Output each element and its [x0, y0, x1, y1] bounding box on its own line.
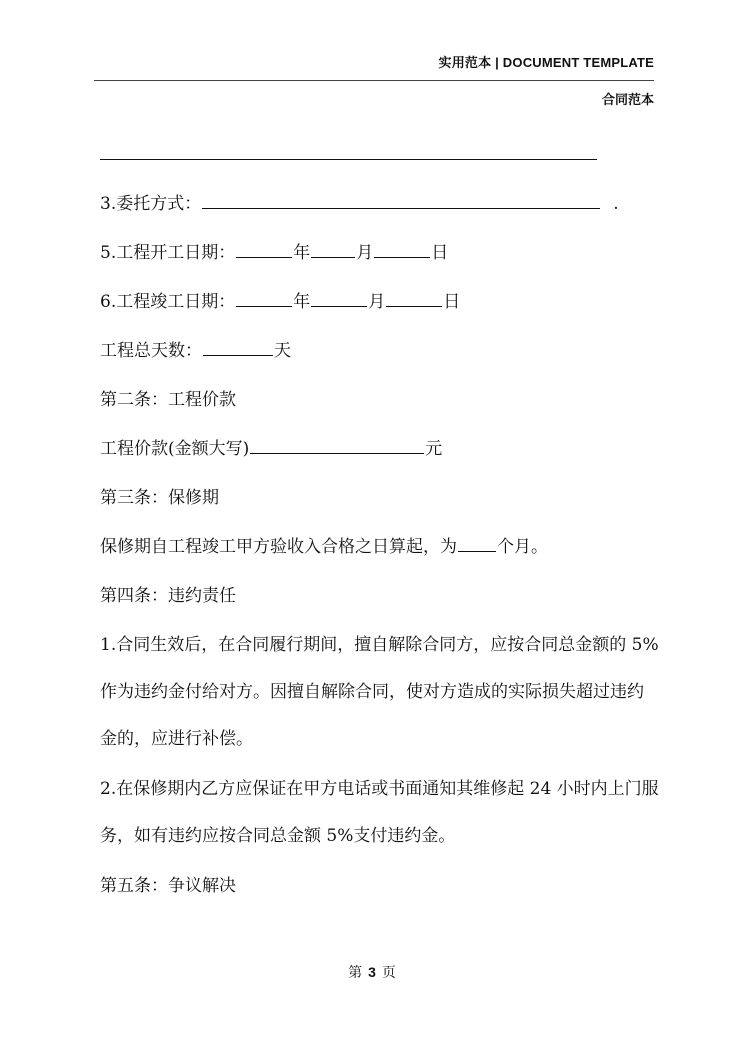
total-days-line	[100, 338, 660, 364]
total-days-unit: 天	[274, 341, 291, 361]
blank-line-continuation	[100, 142, 660, 168]
header-divider	[94, 80, 654, 81]
warranty-months-blank	[458, 535, 496, 552]
article-2-heading: 第二条：工程价款	[100, 390, 236, 410]
document-body	[100, 142, 660, 922]
day-label: 日	[443, 292, 461, 312]
item-3-commission-method	[100, 191, 660, 217]
end-month-blank	[311, 290, 367, 307]
blank-underline	[100, 143, 597, 160]
price-unit: 元	[425, 439, 443, 459]
article-4-heading: 第四条：违约责任	[100, 586, 236, 606]
page-footer	[0, 962, 744, 982]
price-line	[100, 436, 660, 462]
header-title: 实用范本 | DOCUMENT TEMPLATE	[438, 55, 654, 70]
price-label: 工程价款(金额大写)	[100, 439, 250, 459]
start-month-blank	[311, 241, 355, 258]
article-3-heading: 第三条：保修期	[100, 488, 219, 508]
warranty-text	[100, 534, 660, 560]
commission-method-blank	[202, 192, 600, 209]
month-label: 月	[368, 292, 386, 312]
end-day-blank	[386, 290, 442, 307]
warranty-text-b: 个月。	[497, 537, 548, 557]
start-day-blank	[374, 241, 430, 258]
year-label: 年	[293, 243, 311, 263]
item-3-end: .	[613, 194, 619, 214]
start-year-blank	[236, 241, 292, 258]
item-3-label: 3.委托方式：	[100, 194, 202, 214]
month-label: 月	[356, 243, 374, 263]
item-5-start-date	[100, 240, 660, 266]
price-blank	[250, 437, 424, 454]
total-days-blank	[203, 339, 273, 356]
year-label: 年	[293, 292, 311, 312]
header-subtitle: 合同范本	[601, 92, 654, 107]
item-5-label: 5.工程开工日期：	[100, 243, 236, 263]
warranty-text-a: 保修期自工程竣工甲方验收入合格之日算起，为	[100, 537, 457, 557]
article-5-heading: 第五条：争议解决	[100, 876, 236, 896]
footer-suffix: 页	[381, 965, 396, 981]
end-year-blank	[236, 290, 292, 307]
page-number: 3	[368, 964, 376, 980]
total-days-label: 工程总天数：	[100, 341, 202, 361]
clause-2: 2.在保修期内乙方应保证在甲方电话或书面通知其维修起 24 小时内上门服务，如有违约应按合同总金额 5%支付违约金。	[100, 779, 659, 846]
item-6-completion-date	[100, 289, 660, 315]
item-6-label: 6.工程竣工日期：	[100, 292, 236, 312]
footer-prefix: 第	[348, 965, 363, 981]
clause-1: 1.合同生效后，在合同履行期间，擅自解除合同方，应按合同总金额的 5%作为违约金付给对方。因擅自解除合同，使对方造成的实际损失超过违约金的，应进行补偿。	[100, 635, 659, 749]
page-header	[0, 0, 744, 110]
day-label: 日	[431, 243, 449, 263]
